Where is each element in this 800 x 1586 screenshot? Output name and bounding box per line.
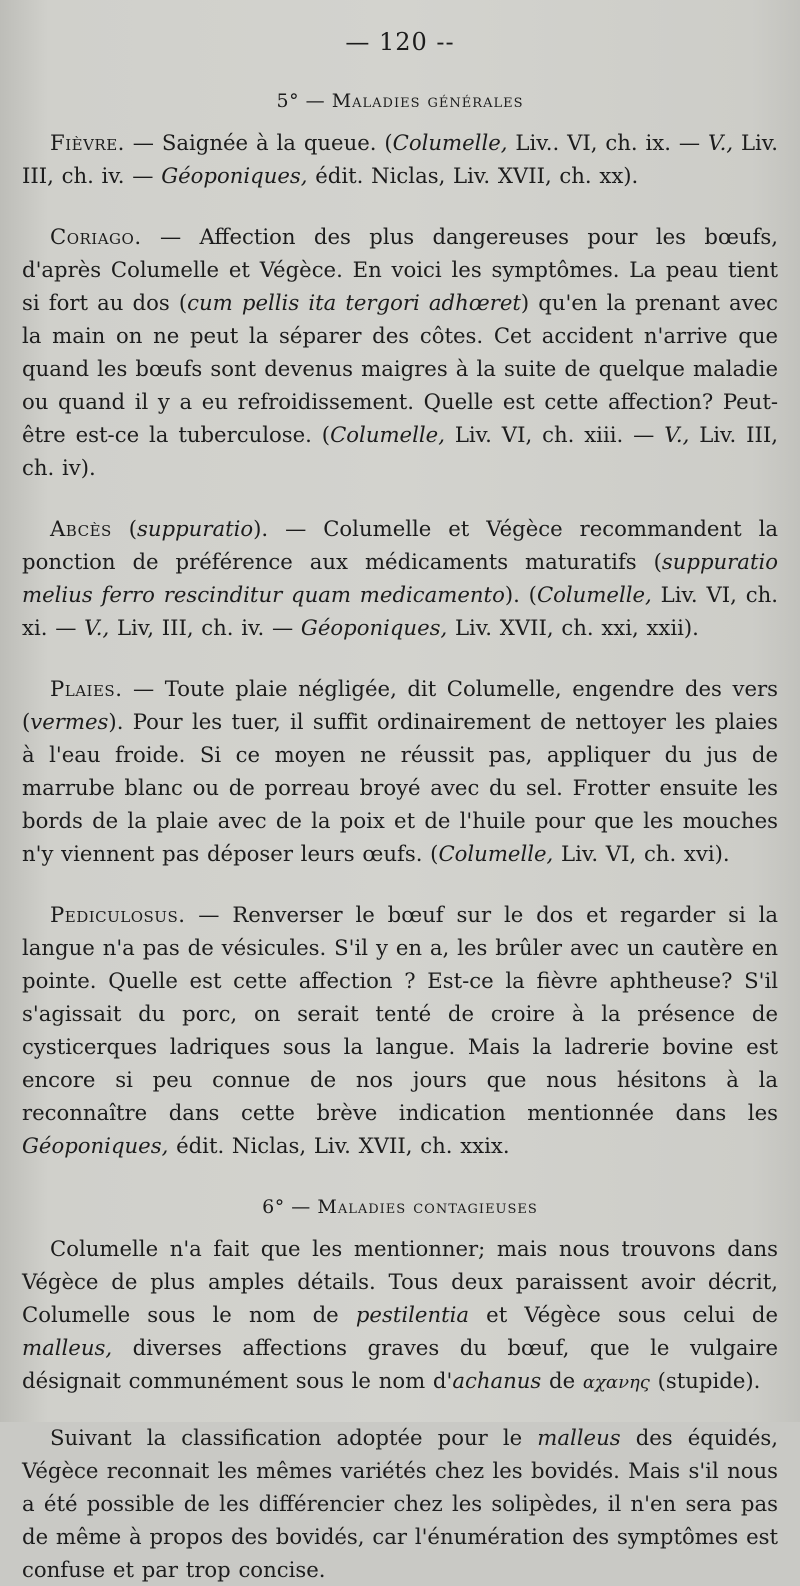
italic-latin: vermes (30, 709, 109, 734)
paragraph-abces (22, 512, 778, 644)
entry-heading: Pediculosus. (50, 902, 186, 927)
text: Suivant la classification adoptée pour le (50, 1425, 538, 1450)
text: ). Pour les tuer, il suffit ordinairement de nettoyer les plaies à l'eau froide. Si ce moyen ne réussit pas, appliquer du jus de marrube blanc ou de porreau broyé avec du sel. Frotter ensuite les bords de la plaie avec de la poix et de l'huile pour que les mouches n'y viennent pas déposer leurs œufs. ( (22, 709, 778, 866)
italic-ref: Columelle, (438, 841, 554, 866)
paragraph-fievre (22, 126, 778, 192)
entry-heading: Fièvre. (50, 130, 125, 155)
paragraph-suivant (22, 1421, 778, 1586)
section-number: 6° (262, 1196, 285, 1218)
italic-ref: V., (707, 130, 734, 155)
text: édit. Niclas, Liv. XVII, ch. xx). (307, 163, 639, 188)
italic-latin: achanus (452, 1368, 542, 1393)
italic-latin: suppuratio (137, 516, 254, 541)
text: Columelle n'a fait que les mentionner; mais nous trouvons dans Végèce de plus amples détails. Tous deux paraissent avoir décrit, Columelle sous le nom de (22, 1236, 778, 1327)
section-heading: Maladies générales (331, 90, 524, 112)
text: Liv. VI, ch. xi. — (22, 582, 778, 640)
paragraph-pediculosus (22, 898, 778, 1162)
italic-ref: Géoponiques, (300, 615, 448, 640)
text: édit. Niclas, Liv. XVII, ch. xxix. (168, 1133, 510, 1158)
dash: — (284, 1196, 318, 1218)
italic-ref: Géoponiques, (161, 163, 308, 188)
text: ). — Columelle et Végèce recommandent la ponction de préférence aux médicaments maturatifs ( (22, 516, 778, 574)
page-number: — 120 -- (345, 28, 455, 56)
text: ) qu'en la prenant avec la main on ne peut la séparer des côtes. Cet accident n'arrive que quand les bœufs sont devenus maigres à la suite de quelque maladie ou quand il y a eu refroidissement. Quelle est cette affection? Peut-être est-ce la tuberculose. ( (22, 290, 778, 447)
italic-latin: suppuratio melius ferro rescinditur quam medicamento (22, 549, 778, 607)
text: Liv. VI, ch. xiii. — (444, 422, 665, 447)
text: — Affection des plus dangereuses pour les bœufs, d'après Columelle et Végèce. En voici les symptômes. La peau tient si fort au dos ( (22, 224, 778, 315)
text: de (541, 1368, 583, 1393)
text: — Renverser le bœuf sur le dos et regarder si la langue n'a pas de vésicules. S'il y en a, les brûler avec un cautère en pointe. Quelle est cette affection ? Est-ce la fièvre aphtheuse? S'il s'agissait du porc, on serait tenté de croire à la présence de cysticerques ladriques sous la langue. Mais la ladrerie bovine est encore si peu connue de nos jours que nous hésitons à la reconnaître dans cette brève indication mentionnée dans les (22, 902, 778, 1125)
italic-ref: Columelle, (536, 582, 652, 607)
dash: — (299, 90, 332, 112)
text: — Saignée à la queue. ( (124, 130, 393, 155)
text: diverses affections graves du bœuf, que le vulgaire désignait communément sous le nom d' (22, 1335, 778, 1393)
italic-ref: Columelle, (330, 422, 445, 447)
text: Liv. III, ch. iv. — (22, 130, 778, 188)
entry-heading: Plaies. (50, 676, 123, 701)
italic-latin: malleus, (22, 1335, 113, 1360)
text: Liv.. VI, ch. ix. — (507, 130, 708, 155)
section-number: 5° (276, 90, 300, 112)
italic-ref: Columelle, (392, 130, 508, 155)
italic-ref: Géoponiques, (22, 1133, 169, 1158)
text: Liv. XVII, ch. xxi, xxii). (447, 615, 699, 640)
text: — Toute plaie négligée, dit Columelle, engendre des vers ( (22, 676, 778, 734)
italic-latin: cum pellis ita tergori adhœret (187, 290, 521, 315)
italic-latin: malleus (537, 1425, 621, 1450)
text: (stupide). (649, 1368, 761, 1393)
greek-word: αχανης (582, 1372, 650, 1393)
paragraph-contagieuses (22, 1232, 778, 1399)
italic-ref: V., (84, 615, 110, 640)
text: ). ( (504, 582, 537, 607)
text: Liv. III, ch. iv). (22, 422, 778, 480)
text: Liv. VI, ch. xvi). (553, 841, 730, 866)
italic-latin: pestilentia (355, 1302, 470, 1327)
paragraph-coriago (22, 220, 778, 484)
section-title-6 (22, 1196, 778, 1218)
text: Liv, III, ch. iv. — (109, 615, 301, 640)
text: des équidés, Végèce reconnait les mêmes variétés chez les bovidés. Mais s'il nous a été possible de les différencier chez les solipèdes, il n'en sera pas de même à propos des bovidés, car l'énumération des symptômes est confuse et par trop concise. (22, 1425, 778, 1582)
entry-heading: Abcès (50, 516, 112, 541)
entry-heading: Coriago. (50, 224, 142, 249)
text: et Végèce sous celui de (469, 1302, 779, 1327)
italic-ref: V., (664, 422, 690, 447)
paragraph-plaies (22, 672, 778, 870)
section-title-5 (22, 90, 778, 112)
section-heading: Maladies contagieuses (317, 1196, 538, 1218)
text: ( (111, 516, 138, 541)
